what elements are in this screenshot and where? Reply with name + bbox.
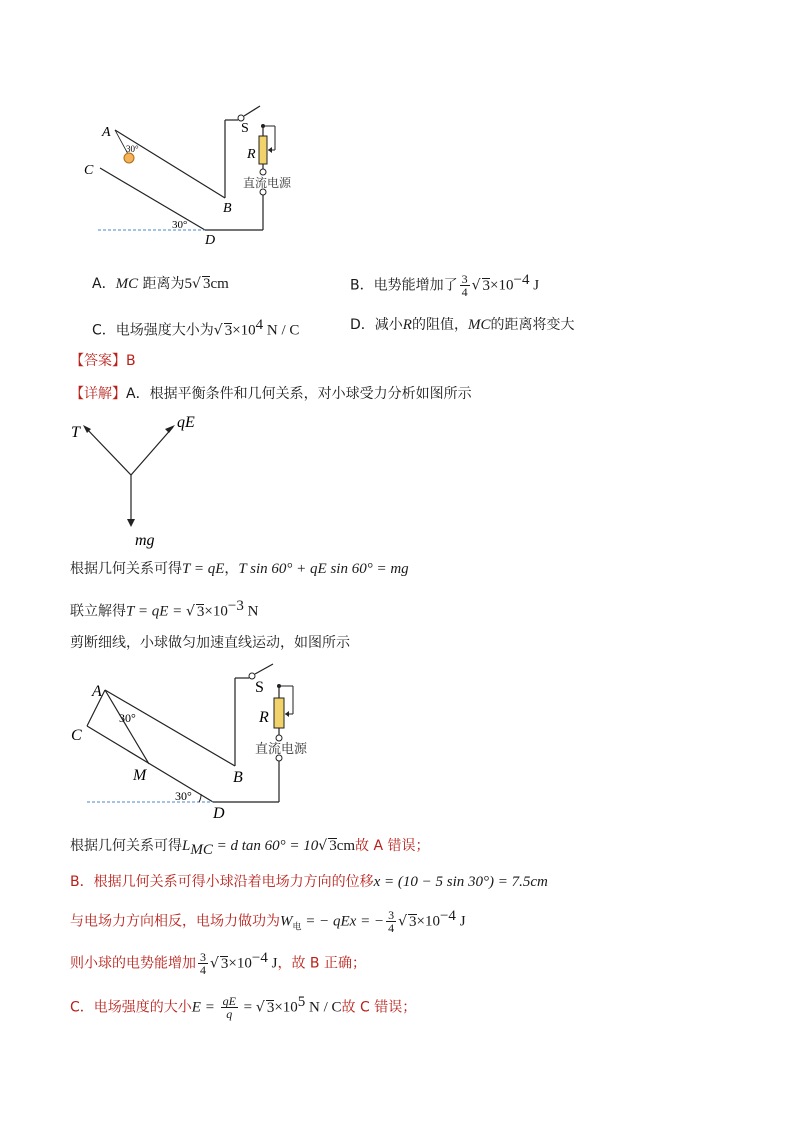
force-label-mg: mg bbox=[135, 532, 155, 549]
option-d: D．减小R的阻值，MC的距离将变大 bbox=[350, 317, 575, 333]
fig2-label-C: C bbox=[71, 727, 82, 744]
fig2-label-angle-ball: 30° bbox=[119, 711, 136, 725]
fig2-label-D: D bbox=[213, 805, 225, 822]
equation-5: 与电场力方向相反，电场力做功为$W_电$ = − qEx = − $\frac{3}{4}$ √ $3\times 10^{-4}$ J bbox=[70, 908, 466, 936]
fig1-label-B: B bbox=[223, 201, 232, 216]
fig1-source-label: 直流电源 bbox=[243, 176, 292, 190]
equation-2: 联立解得T = qE = √ $3\times 10^{-3}$ N bbox=[70, 598, 259, 620]
cut-line: 剪断细线，小球做匀加速直线运动，如图所示 bbox=[70, 635, 350, 651]
option-b: B．电势能增加了 $\frac{3}{4}$ √ $3\times 10^{-4}$ J bbox=[350, 272, 540, 300]
fig2-label-M: M bbox=[133, 767, 147, 784]
fig1-label-A: A bbox=[102, 125, 111, 140]
fig1-label-angle-base: 30° bbox=[172, 219, 188, 231]
answer-line: 【答案】B bbox=[70, 353, 136, 369]
fig1-label-R: R bbox=[247, 147, 256, 162]
fig2-label-A: A bbox=[92, 683, 102, 700]
figure-2-circuit bbox=[65, 660, 335, 825]
fig2-label-B: B bbox=[233, 769, 243, 786]
equation-3: 根据几何关系可得$L_{MC} = d$ tan 60° = 10√ 3cm故 A 错误； bbox=[70, 838, 430, 858]
option-a: A．MC 距离为5√ 3cm bbox=[92, 276, 229, 292]
option-c: C．电场强度大小为√ $3\times 10^4$ N / C bbox=[92, 317, 300, 339]
equation-6: 则小球的电势能增加 $\frac{3}{4}$ √ $3\times 10^{-4}$ J，故 B 正确； bbox=[70, 950, 366, 978]
fig1-label-angle-ball: 30° bbox=[126, 144, 139, 154]
fig2-label-angle-base: 30° bbox=[175, 789, 192, 803]
fig2-source-label: 直流电源 bbox=[255, 742, 308, 757]
figure-1-circuit bbox=[60, 100, 320, 250]
equation-4: B．根据几何关系可得小球沿着电场力方向的位移x = (10 − 5 sin 30°) = 7.5cm bbox=[70, 874, 548, 890]
detail-line: 【详解】A．根据平衡条件和几何关系，对小球受力分析如图所示 bbox=[70, 386, 472, 402]
force-diagram bbox=[65, 405, 225, 555]
force-label-T: T bbox=[71, 424, 80, 441]
fig1-label-S: S bbox=[241, 121, 249, 136]
fig2-label-R: R bbox=[259, 709, 269, 726]
fig2-label-S: S bbox=[255, 679, 264, 696]
force-label-qE: qE bbox=[177, 414, 195, 431]
fig1-label-D: D bbox=[205, 233, 216, 248]
fig1-label-C: C bbox=[84, 163, 94, 178]
equation-1: 根据几何关系可得T = qE，T sin 60° + qE sin 60° = mg bbox=[70, 561, 409, 577]
equation-7: C．电场强度的大小E = $\frac{qE}{q}$ = √ $3\times 10^5$ N / C故 C 错误； bbox=[70, 994, 417, 1022]
